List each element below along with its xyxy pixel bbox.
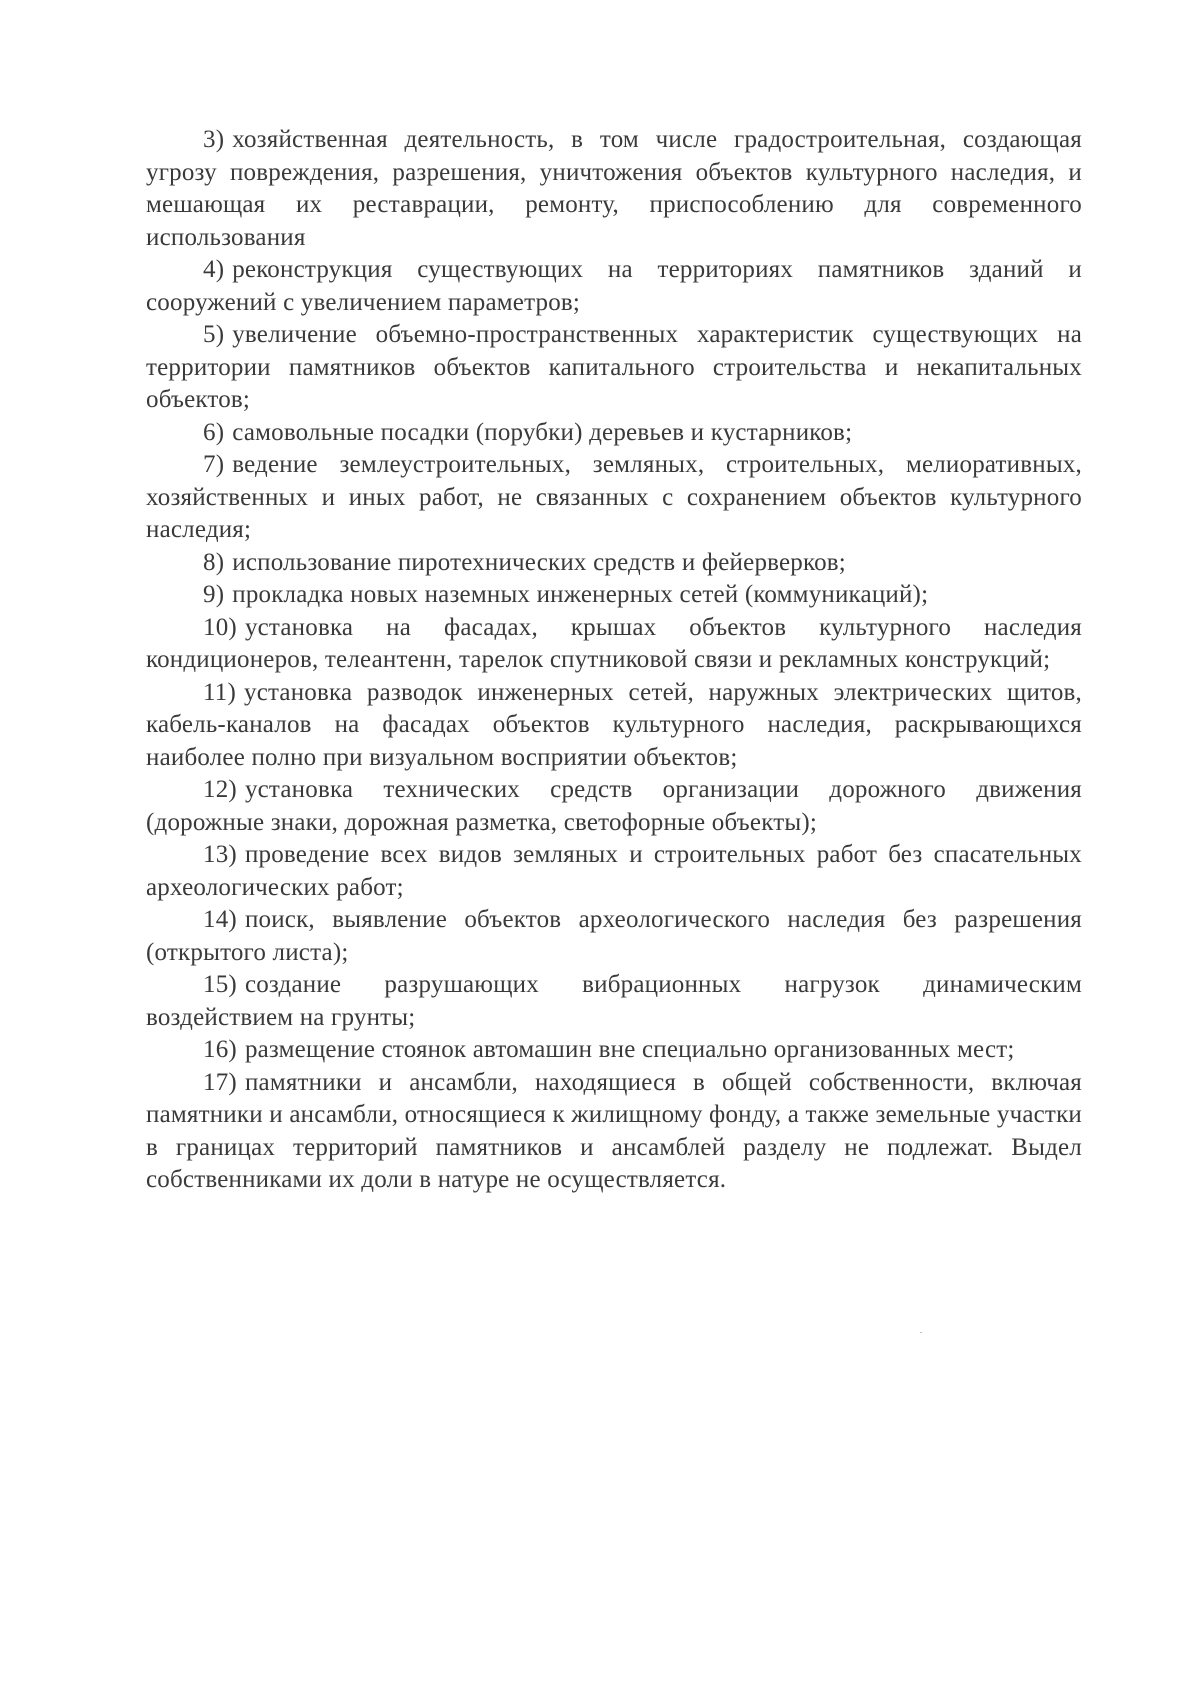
item-number: 11) [203, 678, 236, 706]
item-text: установка технических средств организации дорожного движения (дорожные знаки, дорожная разметка, светофорные объекты); [146, 776, 1082, 836]
item-text: установка разводок инженерных сетей, наружных электрических щитов, кабель-каналов на фасадах объектов культурного наследия, раскрывающихся наиболее полно при визуальном восприятии объектов; [146, 678, 1082, 771]
item-text: поиск, выявление объектов археологического наследия без разрешения (открытого листа); [146, 906, 1082, 966]
item-text: размещение стоянок автомашин вне специально организованных мест; [244, 1036, 1015, 1063]
item-text: создание разрушающих вибрационных нагрузок динамическим воздействием на грунты; [146, 971, 1082, 1031]
list-item [146, 677, 1082, 775]
list-item [146, 449, 1082, 547]
item-text: увеличение объемно-пространственных характеристик существующих на территории памятников объектов капитального строительства и некапитальных объектов; [146, 321, 1082, 413]
item-text: памятники и ансамбли, находящиеся в общей собственности, включая памятники и ансамбли, относящиеся к жилищному фонду, а также земельные участки в границах территорий памятников и ансамблей разделу не подлежат. Выдел собственниками их доли в натуре не осуществляется. [146, 1068, 1082, 1193]
item-number: 17) [203, 1068, 237, 1096]
item-text: самовольные посадки (порубки) деревьев и кустарников; [232, 418, 853, 446]
list-item [146, 124, 1082, 254]
item-text: установка на фасадах, крышах объектов культурного наследия кондиционеров, телеантенн, тарелок спутниковой связи и рекламных конструкций; [146, 613, 1082, 673]
item-number: 13) [203, 841, 237, 868]
list-item [146, 612, 1082, 677]
list-item [146, 1034, 1082, 1067]
list-item [146, 547, 1082, 580]
item-number: 15) [203, 971, 237, 998]
list-item [146, 1197, 1082, 1230]
item-text: ведение землеустроительных, земляных, строительных, мелиоративных, хозяйственных и иных работ, не связанных с сохранением объектов культурного наследия; [146, 451, 1082, 543]
item-number: 9) [203, 581, 225, 608]
item-number: 7) [203, 451, 225, 478]
item-number: 6) [203, 418, 225, 446]
list-item [146, 1067, 1082, 1197]
item-number: 4) [203, 256, 225, 283]
item-number: 3) [203, 126, 225, 153]
item-text: прокладка новых наземных инженерных сетей (коммуникаций); [232, 581, 929, 608]
list-item [146, 969, 1082, 1034]
list-item [146, 579, 1082, 612]
item-number: 16) [203, 1036, 237, 1063]
scan-speck [920, 1332, 922, 1333]
item-text: реконструкция существующих на территориях памятников зданий и сооружений с увеличением параметров; [146, 256, 1082, 316]
item-number: 12) [203, 776, 237, 803]
list-item [146, 839, 1082, 904]
list-item [146, 319, 1082, 417]
restrictions-list [146, 124, 1082, 1229]
list-item [146, 254, 1082, 319]
list-item [146, 417, 1082, 450]
item-number: 14) [203, 906, 237, 933]
item-text: хозяйственная деятельность, в том числе градостроительная, создающая угрозу повреждения, разрешения, уничтожения объектов культурного наследия, и мешающая их реставрации, ремонту, приспособлению для современного использования [146, 126, 1082, 251]
list-item [146, 774, 1082, 839]
list-item [146, 904, 1082, 969]
item-number: 8) [203, 548, 225, 576]
item-text: проведение всех видов земляных и строительных работ без спасательных археологических работ; [146, 841, 1082, 901]
item-number: 5) [203, 321, 225, 348]
item-text: использование пиротехнических средств и фейерверков; [232, 548, 846, 576]
item-number: 10) [203, 613, 237, 641]
